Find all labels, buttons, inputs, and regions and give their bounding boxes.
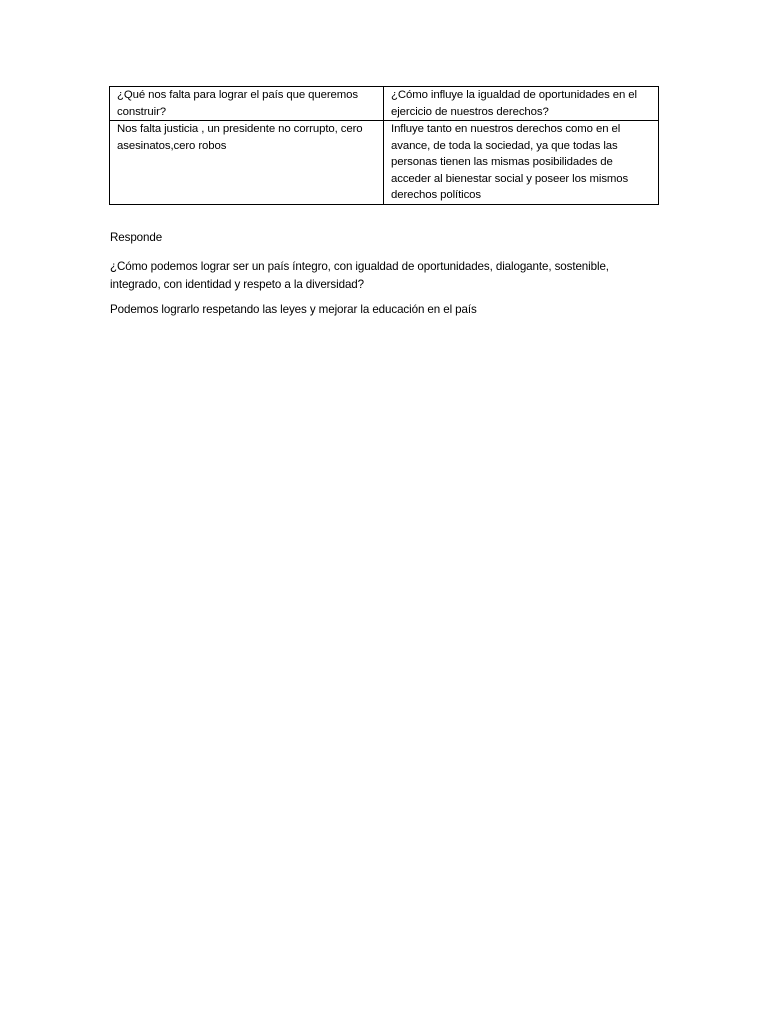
table-row (110, 121, 659, 205)
answer-text: Podemos lograrlo respetando las leyes y mejorar la educación en el país (110, 303, 477, 316)
question-text: ¿Cómo podemos lograr ser un país íntegro, con igualdad de oportunidades, dialogante, sostenible, integrado, con identidad y respeto a la diversidad? (110, 260, 609, 291)
respond-label: Responde (110, 231, 163, 244)
table-header-row (110, 87, 659, 121)
table-header-cell-2: ¿Cómo influye la igualdad de oportunidades en el ejercicio de nuestros derechos? (384, 87, 659, 121)
table-cell-answer-2: Influye tanto en nuestros derechos como en el avance, de toda la sociedad, ya que todas las personas tienen las mismas posibilidades de acceder al bienestar social y poseer los mismos derechos políticos (384, 121, 659, 205)
table-cell-answer-1: Nos falta justicia , un presidente no corrupto, cero asesinatos,cero robos (110, 121, 384, 205)
question-table (109, 86, 659, 205)
table-header-cell-1: ¿Qué nos falta para lograr el país que queremos construir? (110, 87, 384, 121)
